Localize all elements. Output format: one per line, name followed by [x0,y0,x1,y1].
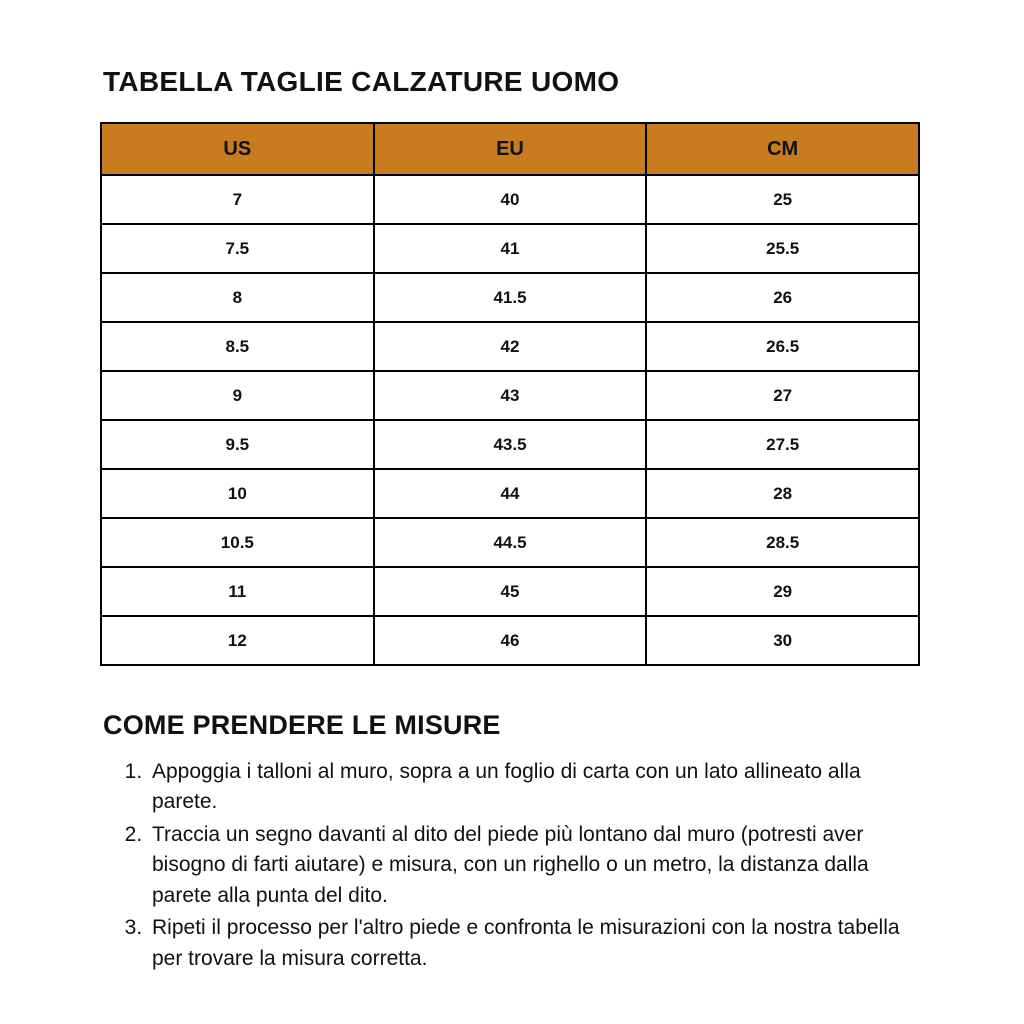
cell-cm: 26 [646,273,919,322]
cell-us: 12 [101,616,374,665]
table-row [101,273,919,322]
size-table-header-us: US [101,123,374,175]
page-title: TABELLA TAGLIE CALZATURE UOMO [103,66,620,97]
cell-cm: 29 [646,567,919,616]
cell-cm: 30 [646,616,919,665]
cell-us: 9.5 [101,420,374,469]
cell-eu: 40 [374,175,647,224]
cell-eu: 42 [374,322,647,371]
cell-eu: 46 [374,616,647,665]
table-row [101,616,919,665]
cell-cm: 27.5 [646,420,919,469]
section-heading: COME PRENDERE LE MISURE [103,710,501,740]
cell-us: 11 [101,567,374,616]
cell-eu: 43.5 [374,420,647,469]
cell-us: 7.5 [101,224,374,273]
cell-us: 10.5 [101,518,374,567]
size-table [100,122,920,666]
cell-us: 9 [101,371,374,420]
table-row [101,175,919,224]
cell-cm: 25.5 [646,224,919,273]
instruction-item-1: 1. Appoggia i talloni al muro, sopra a un foglio di carta con un lato allineato alla parete. [148,757,920,818]
measure-instructions [100,757,920,974]
table-row [101,420,919,469]
size-table-header-eu: EU [374,123,647,175]
cell-cm: 27 [646,371,919,420]
size-guide-page [100,0,920,974]
instruction-item-2: 2. Traccia un segno davanti al dito del piede più lontano dal muro (potresti aver bisogno di farti aiutare) e misura, con un righello o un metro, la distanza dalla parete alla punta del dito. [148,820,920,911]
cell-eu: 43 [374,371,647,420]
size-table-header-cm: CM [646,123,919,175]
cell-us: 8 [101,273,374,322]
cell-cm: 26.5 [646,322,919,371]
table-row [101,518,919,567]
instruction-item-3: 3. Ripeti il processo per l'altro piede e confronta le misurazioni con la nostra tabella per trovare la misura corretta. [148,913,920,974]
cell-eu: 45 [374,567,647,616]
cell-us: 7 [101,175,374,224]
cell-us: 10 [101,469,374,518]
size-table-header-row [101,123,919,175]
table-row [101,371,919,420]
cell-us: 8.5 [101,322,374,371]
cell-eu: 41 [374,224,647,273]
cell-cm: 28.5 [646,518,919,567]
cell-eu: 44 [374,469,647,518]
table-row [101,567,919,616]
cell-eu: 44.5 [374,518,647,567]
cell-eu: 41.5 [374,273,647,322]
table-row [101,469,919,518]
cell-cm: 25 [646,175,919,224]
cell-cm: 28 [646,469,919,518]
table-row [101,322,919,371]
table-row [101,224,919,273]
